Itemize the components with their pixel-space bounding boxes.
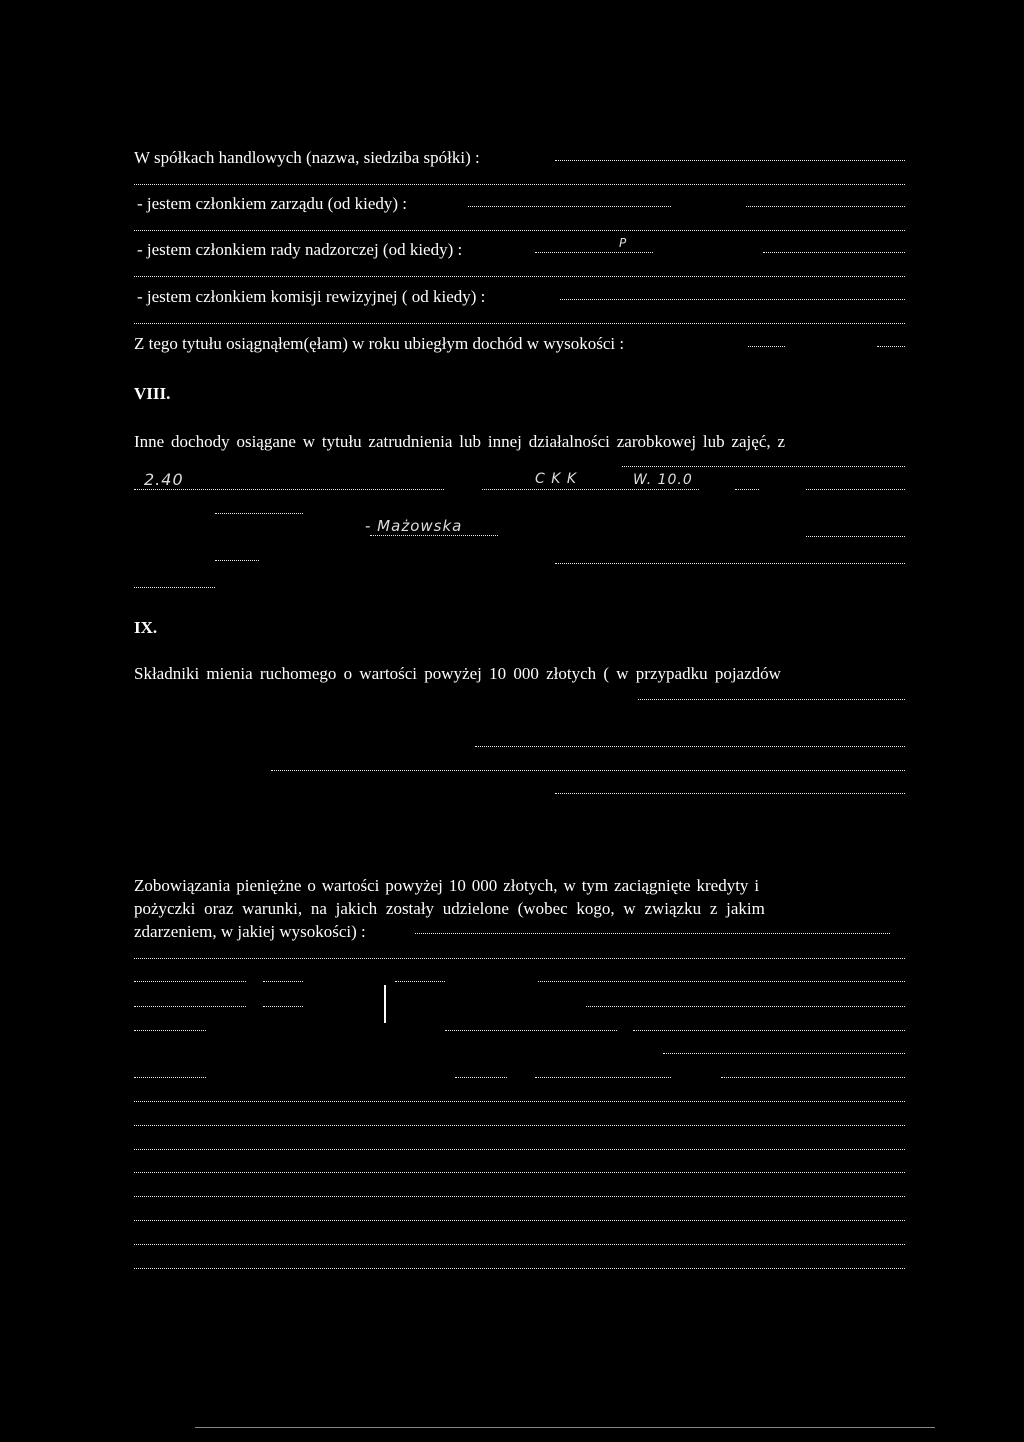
liabilities-line-n[interactable]	[134, 1244, 905, 1245]
audit-committee-line[interactable]	[560, 299, 905, 300]
liabilities-line-e1[interactable]	[134, 1030, 206, 1031]
liabilities-line-l[interactable]	[134, 1196, 905, 1197]
liabilities-line-d1[interactable]	[134, 1006, 246, 1007]
liabilities-line-d2[interactable]	[263, 1006, 303, 1007]
bottom-rule	[195, 1427, 935, 1428]
liabilities-line-o[interactable]	[134, 1268, 905, 1269]
companies-label: W spółkach handlowych (nazwa, siedziba spółki) :	[134, 148, 480, 167]
supervisory-board-line-b[interactable]	[763, 252, 905, 253]
handwritten-note-b: W. 10.0	[633, 472, 693, 488]
other-income-line-10[interactable]	[555, 563, 905, 564]
liabilities-line-f[interactable]	[663, 1053, 905, 1054]
liabilities-line-e3[interactable]	[633, 1030, 905, 1031]
liabilities-line-k[interactable]	[134, 1172, 905, 1173]
audit-committee-line-2[interactable]	[134, 323, 905, 324]
board-member-line-2[interactable]	[134, 230, 905, 231]
other-income-line-6[interactable]	[215, 513, 303, 514]
handwritten-amount: 2.40	[144, 470, 184, 489]
other-income-line-11[interactable]	[134, 587, 215, 588]
liabilities-line-b[interactable]	[134, 958, 905, 959]
liabilities-intro-line-2: pożyczki oraz warunki, na jakich zostały udzielone (wobec kogo, w związku z jakim	[134, 899, 765, 918]
movable-assets-line-3[interactable]	[271, 770, 905, 771]
liabilities-intro-line-1: Zobowiązania pieniężne o wartości powyżej 10 000 złotych, w tym zaciągnięte kredyty i	[134, 876, 760, 895]
section-viii-intro: Inne dochody osiągane w tytułu zatrudnienia lub innej działalności zarobkowej lub zajęć, z	[134, 432, 786, 451]
liabilities-line-c1[interactable]	[134, 981, 246, 982]
other-income-line-3[interactable]	[482, 489, 699, 490]
liabilities-line-c4[interactable]	[538, 981, 905, 982]
other-income-line-2[interactable]	[134, 489, 444, 490]
other-income-line-4[interactable]	[735, 489, 759, 490]
other-income-line-5[interactable]	[806, 489, 905, 490]
income-label: Z tego tytułu osiągnąłem(ęłam) w roku ubiegłym dochód w wysokości :	[134, 334, 625, 353]
handwritten-name: - Mażowska	[365, 517, 463, 535]
liabilities-line-h[interactable]	[134, 1101, 905, 1102]
liabilities-line-g1[interactable]	[134, 1077, 206, 1078]
handwritten-note-a: C K K	[535, 471, 578, 487]
liabilities-line-g2[interactable]	[455, 1077, 507, 1078]
board-member-line[interactable]	[468, 206, 671, 207]
board-member-line-b[interactable]	[746, 206, 905, 207]
supervisory-board-label: - jestem członkiem rady nadzorczej (od kiedy) :	[137, 240, 463, 259]
companies-line-2[interactable]	[134, 184, 905, 185]
liabilities-line-j[interactable]	[134, 1149, 905, 1150]
supervisory-board-line-2[interactable]	[134, 276, 905, 277]
movable-assets-line-4[interactable]	[555, 793, 905, 794]
board-member-label: - jestem członkiem zarządu (od kiedy) :	[137, 194, 407, 213]
audit-committee-label: - jestem członkiem komisji rewizyjnej ( od kiedy) :	[137, 287, 486, 306]
liabilities-line-m[interactable]	[134, 1220, 905, 1221]
section-viii-number: VIII.	[134, 384, 171, 403]
other-income-line-8[interactable]	[806, 536, 905, 537]
companies-line[interactable]	[555, 160, 905, 161]
movable-assets-line-1[interactable]	[638, 699, 905, 700]
supervisory-board-line[interactable]	[535, 252, 653, 253]
other-income-line-9[interactable]	[215, 560, 259, 561]
scan-mark-vertical	[384, 985, 386, 1023]
income-line[interactable]	[748, 346, 785, 347]
section-ix-intro: Składniki mienia ruchomego o wartości powyżej 10 000 złotych ( w przypadku pojazdów	[134, 664, 781, 683]
liabilities-line-a[interactable]	[415, 933, 890, 934]
liabilities-intro-line-3: zdarzeniem, w jakiej wysokości) :	[134, 922, 366, 941]
other-income-line-7[interactable]	[370, 535, 498, 536]
section-ix-number: IX.	[134, 618, 158, 637]
liabilities-line-g3[interactable]	[535, 1077, 671, 1078]
liabilities-line-d3[interactable]	[586, 1006, 905, 1007]
income-line-b[interactable]	[877, 346, 905, 347]
other-income-line-1[interactable]	[622, 466, 905, 467]
liabilities-line-i[interactable]	[134, 1125, 905, 1126]
liabilities-line-c3[interactable]	[395, 981, 445, 982]
liabilities-line-g4[interactable]	[721, 1077, 905, 1078]
supervisory-handwritten-mark: P	[619, 236, 628, 250]
movable-assets-line-2[interactable]	[475, 746, 905, 747]
liabilities-line-e2[interactable]	[445, 1030, 617, 1031]
liabilities-line-c2[interactable]	[263, 981, 303, 982]
